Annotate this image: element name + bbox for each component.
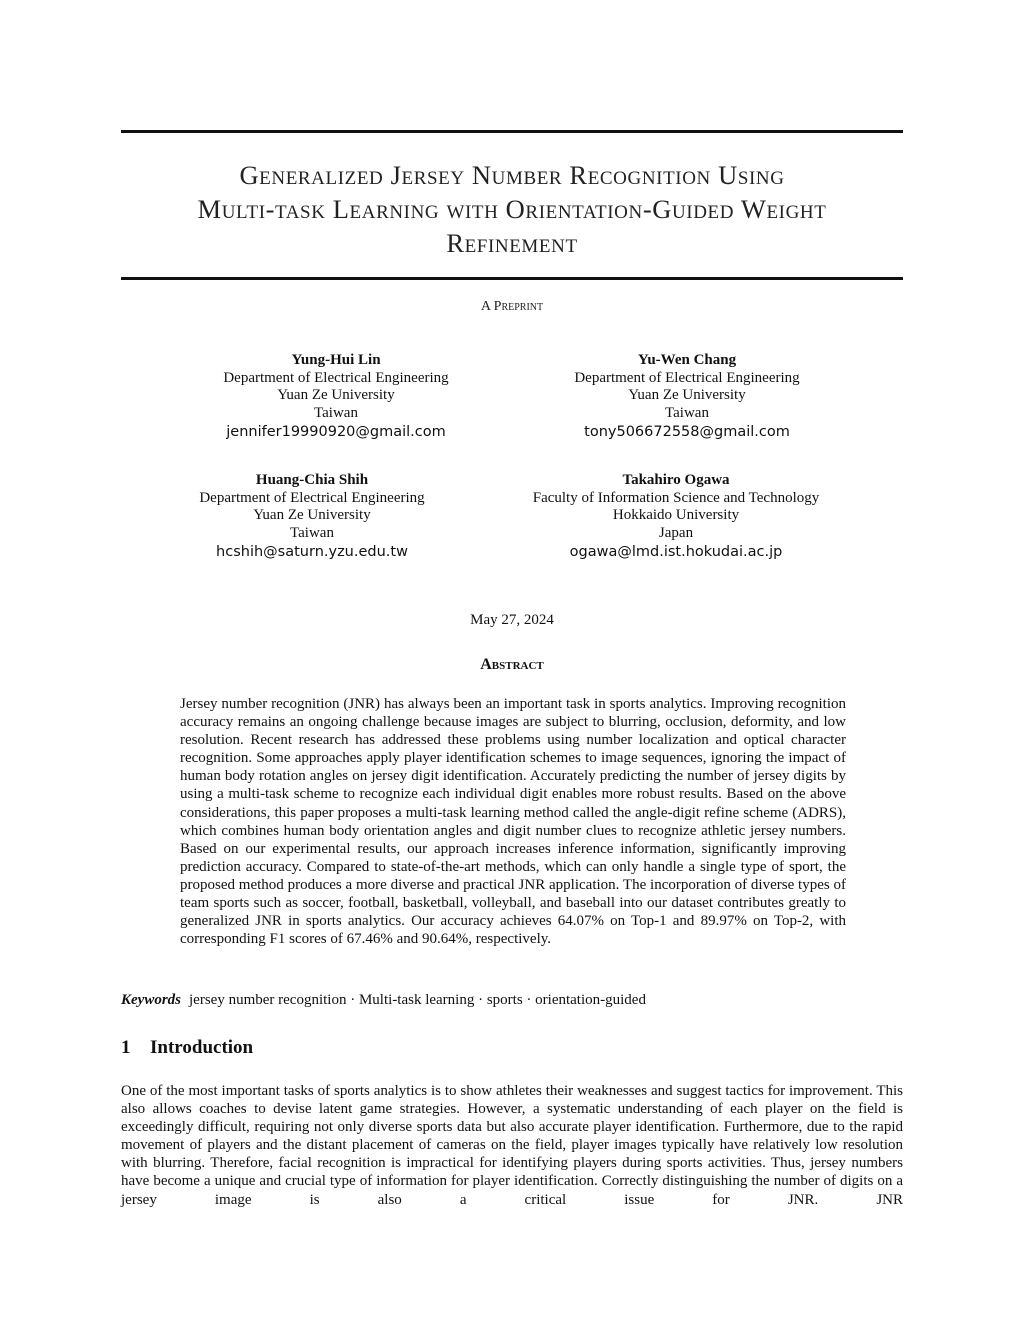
author-email[interactable]: jennifer19990920@gmail.com bbox=[226, 424, 446, 440]
author-email[interactable]: tony506672558@gmail.com bbox=[584, 424, 790, 440]
title-line-3: Refinement bbox=[446, 228, 578, 258]
author-country: Taiwan bbox=[290, 524, 334, 541]
author-institution: Yuan Ze University bbox=[277, 387, 395, 403]
title-top-rule bbox=[121, 130, 903, 133]
author-country: Taiwan bbox=[665, 404, 709, 421]
author-department: Department of Electrical Engineering bbox=[574, 369, 800, 386]
publication-date: May 27, 2024 bbox=[470, 612, 554, 628]
author-block bbox=[496, 472, 856, 562]
keywords-label: Keywords bbox=[121, 992, 181, 1008]
title-line-1: Generalized Jersey Number Recognition Using bbox=[239, 160, 785, 190]
author-department: Faculty of Information Science and Technology bbox=[532, 489, 820, 506]
intro-paragraph: One of the most important tasks of sports analytics is to show athletes their weaknesses and suggest tactics for improvement. This also allows coaches to devise latent game strategies. However, a systematic understanding of each player on the field is exceedingly difficult, requiring not only diverse sports data but also accurate player identification. Furthermore, due to the rapid movement of players and the distant placement of cameras on the field, player images typically have relatively low resolution with blurring. Therefore, facial recognition is impractical for identifying players during sports activities. Thus, jersey numbers have become a unique and crucial type of information for player identification. Correctly distinguishing the number of digits on a jersey image is also a critical issue for JNR. JNR bbox=[121, 1083, 903, 1208]
section-title: Introduction bbox=[150, 1037, 254, 1058]
section-number: 1 bbox=[121, 1037, 131, 1058]
author-name: Yung-Hui Lin bbox=[291, 352, 381, 368]
author-country: Japan bbox=[658, 524, 694, 541]
abstract-heading: Abstract bbox=[480, 656, 544, 673]
author-name: Yu-Wen Chang bbox=[637, 352, 737, 368]
author-institution: Hokkaido University bbox=[612, 507, 740, 523]
title-bottom-rule bbox=[121, 277, 903, 280]
author-name: Huang-Chia Shih bbox=[255, 472, 369, 488]
author-institution: Yuan Ze University bbox=[628, 387, 746, 403]
section-heading bbox=[121, 1037, 253, 1059]
author-block bbox=[132, 472, 492, 562]
author-email[interactable]: ogawa@lmd.ist.hokudai.ac.jp bbox=[569, 544, 783, 560]
author-country: Taiwan bbox=[314, 404, 358, 421]
author-department: Department of Electrical Engineering bbox=[199, 489, 425, 506]
title-line-2: Multi-task Learning with Orientation-Guided Weight bbox=[197, 194, 827, 224]
abstract-text: Jersey number recognition (JNR) has always been an important task in sports analytics. Improving recognition accuracy remains an ongoing challenge because images are subject to blurring, occlusion, deformity, and low resolution. Recent research has addressed these problems using number localization and optical character recognition. Some approaches apply player identification schemes to image sequences, ignoring the impact of human body rotation angles on jersey digit identification. Accurately predicting the number of jersey digits by using a multi-task scheme to recognize each individual digit enables more robust results. Based on the above considerations, this paper proposes a multi-task learning method called the angle-digit refine scheme (ADRS), which combines human body orientation angles and digit number clues to recognize athletic jersey numbers. Based on our experimental results, our approach increases inference information, significantly improving prediction accuracy. Compared to state-of-the-art methods, which can only handle a single type of sport, the proposed method produces a more diverse and practical JNR application. The incorporation of diverse types of team sports such as soccer, football, basketball, volleyball, and baseball into our dataset contributes greatly to generalized JNR in sports analytics. Our accuracy achieves 64.07% on Top-1 and 89.97% on Top-2, with corresponding F1 scores of 67.46% and 90.64%, respectively. bbox=[180, 696, 846, 948]
preprint-label: A Preprint bbox=[480, 299, 544, 314]
author-institution: Yuan Ze University bbox=[253, 507, 371, 523]
author-name: Takahiro Ogawa bbox=[622, 472, 730, 488]
author-email[interactable]: hcshih@saturn.yzu.edu.tw bbox=[216, 544, 408, 560]
keywords-line bbox=[121, 991, 903, 1009]
paper-title bbox=[100, 158, 924, 260]
keywords-text: jersey number recognition · Multi-task learning · sports · orientation-guided bbox=[189, 992, 646, 1008]
author-department: Department of Electrical Engineering bbox=[223, 369, 449, 386]
author-block bbox=[507, 352, 867, 442]
author-block bbox=[156, 352, 516, 442]
